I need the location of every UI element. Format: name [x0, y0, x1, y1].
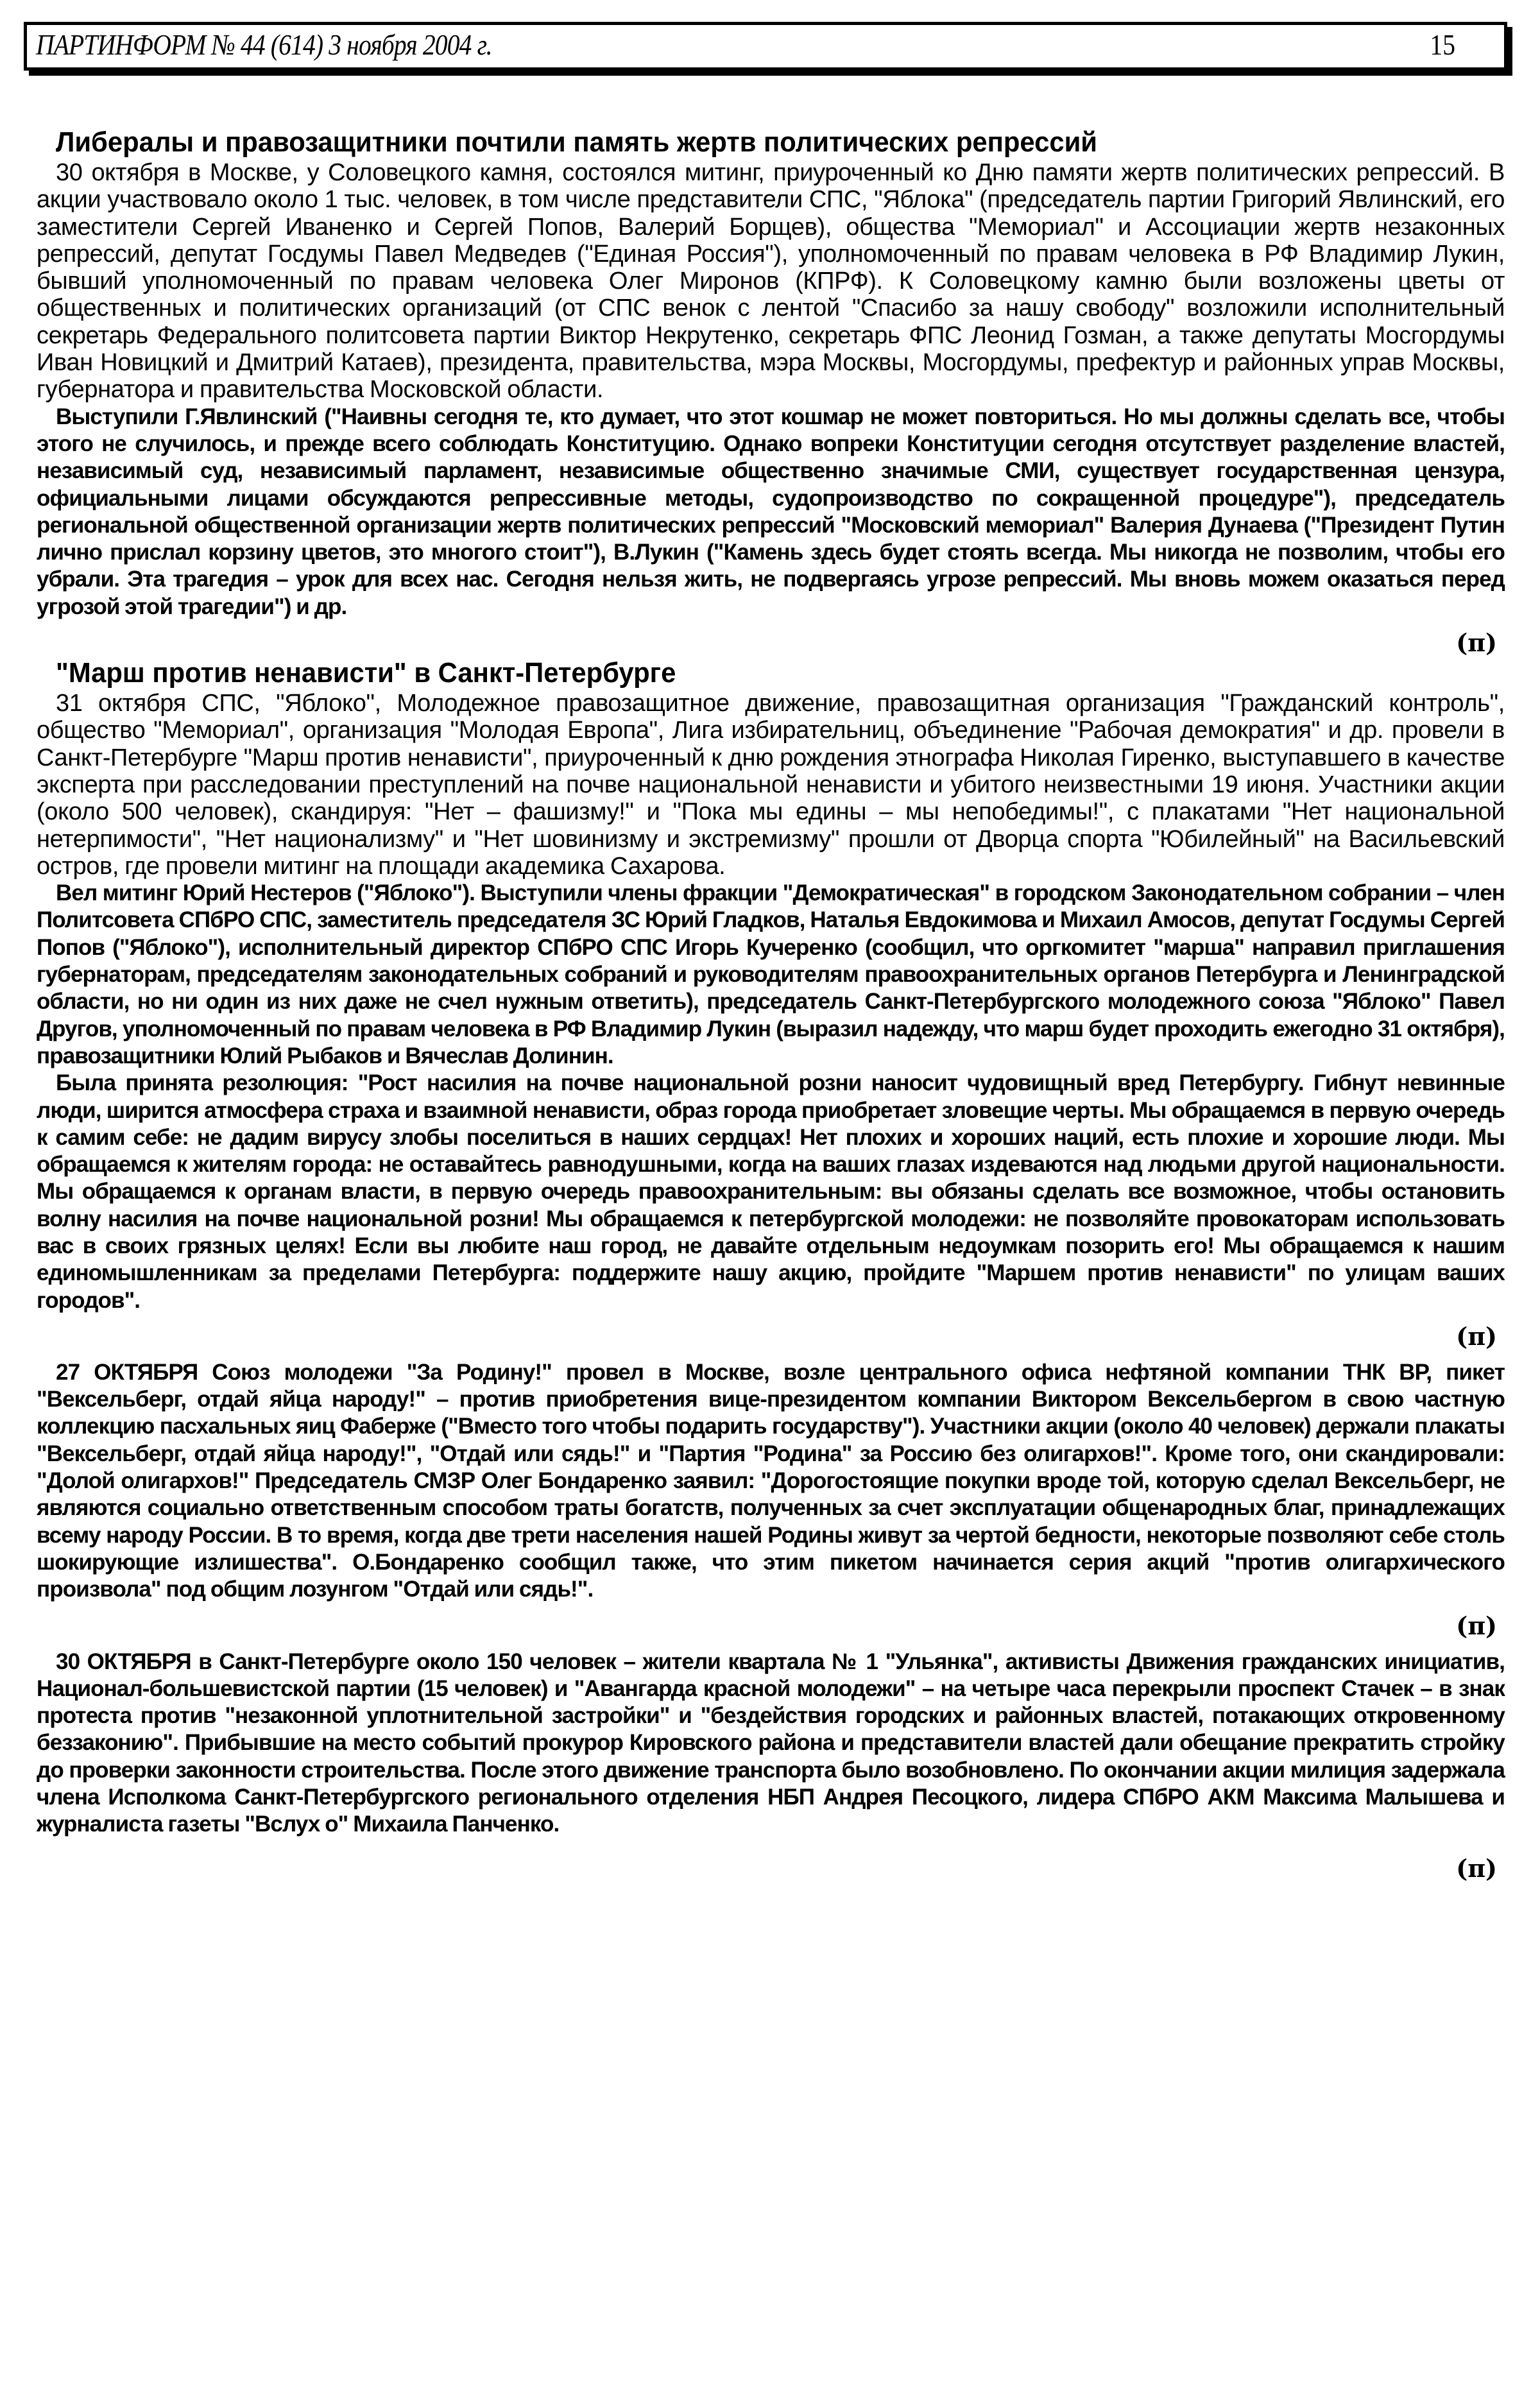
source-mark: (π) — [1456, 628, 1497, 658]
article-vekselberg-picket — [37, 1350, 1505, 1640]
article-paragraph: 31 октября СПС, "Яблоко", Молодежное правозащитное движение, правозащитная организация "Гражданский контроль", общество "Мемориал", организация "Молодая Европа", Лига избирательниц, объединение "Рабочая демократия" и др. провели в Санкт-Петербурге "Марш против ненависти", приуроченный к дню рождения этнографа Николая Гиренко, выступавшего в качестве эксперта при расследовании преступлений на почве национальной ненависти и убитого неизвестными 19 июня. Участники акции (около 500 человек), скандируя: "Нет – фашизму!" и "Пока мы едины – мы непобедимы!", с плакатами "Нет национальной нетерпимости", "Нет национализму" и "Нет шовинизму и экстремизму" прошли от Дворца спорта "Юбилейный" на Васильевский остров, где провели митинг на площади академика Сахарова. — [37, 690, 1505, 880]
article-paragraph: 30 ОКТЯБРЯ в Санкт-Петербурге около 150 человек – жители квартала № 1 "Ульянка", активисты Движения гражданских инициатив, Национал-большевистской партии (15 человек) и "Авангарда красной молодежи" – на четыре часа перекрыли проспект Стачек – в знак протеста против "незаконной уплотнительной застройки" и "бездействия городских и районных властей, потакающих откровенному беззаконию". Прибывшие на место событий прокурор Кировского района и представители властей дали обещание прекратить стройку до проверки законности строительства. После этого движение транспорта было возобновлено. По окончании акции милиция задержала члена Исполкома Санкт-Петербургского регионального отделения НБП Андрея Песоцкого, лидера СПбРО АКМ Максима Малышева и журналиста газеты "Вслух о" Михаила Панченко. — [37, 1649, 1505, 1837]
article-headline: Либералы и правозащитники почтили память жертв политических репрессий — [56, 126, 1098, 158]
publication-title: ПАРТИНФОРМ № 44 (614) 3 ноября 2004 г. — [36, 28, 492, 61]
article-headline: "Марш против ненависти" в Санкт-Петербурге — [56, 657, 676, 689]
source-mark: (π) — [1456, 1321, 1497, 1351]
article-paragraph: Была принята резолюция: "Рост насилия на почве национальной розни наносит чудовищный вред Петербургу. Гибнут невинные люди, ширится атмосфера страха и взаимной ненависти, образ города приобретает зловещие черты. Мы обращаемся в первую очередь к самим себе: не дадим вирусу злобы поселиться в наших сердцах! Нет плохих и хороших наций, есть плохие и хорошие люди. Мы обращаемся к жителям города: не оставайтесь равнодушными, когда на ваших глазах издеваются над людьми другой национальности. Мы обращаемся к органам власти, в первую очередь правоохранительным: вы обязаны сделать все возможное, чтобы остановить волну насилия на почве национальной розни! Мы обращаемся к петербургской молодежи: не позволяйте провокаторам использовать вас в своих грязных целях! Если вы любите наш город, не давайте отдельным недоумкам позорить его! Мы обращаемся к нашим единомышленникам за пределами Петербурга: поддержите нашу акцию, пройдите "Маршем против ненависти" по улицам ваших городов". — [37, 1070, 1505, 1313]
article-paragraph: 30 октября в Москве, у Соловецкого камня, состоялся митинг, приуроченный ко Дню памяти жертв политических репрессий. В акции участвовало около 1 тыс. человек, в том числе представители СПС, "Яблока" (председатель партии Григорий Явлинский, его заместители Сергей Иваненко и Сергей Попов, Валерий Борщев), общества "Мемориал" и Ассоциации жертв незаконных репрессий, депутат Госдумы Павел Медведев ("Единая Россия"), уполномоченный по правам человека в РФ Владимир Лукин, бывший уполномоченный по правам человека Олег Миронов (КПРФ). К Соловецкому камню были возложены цветы от общественных и политических организаций (от СПС венок с лентой "Спасибо за нашу свободу" возложили исполнительный секретарь Федерального политсовета партии Виктор Некрутенко, секретарь ФПС Леонид Гозман, а также депутаты Мосгордумы Иван Новицкий и Дмитрий Катаев), президента, правительства, мэра Москвы, Мосгордумы, префектур и районных управ Москвы, губернатора и правительства Московской области. — [37, 159, 1505, 404]
article-stachek-protest — [37, 1640, 1505, 1882]
page-number: 15 — [1430, 28, 1455, 61]
article-repressions-memorial — [37, 126, 1505, 656]
article-paragraph: Выступили Г.Явлинский ("Наивны сегодня те, кто думает, что этот кошмар не может повториться. Но мы должны сделать все, чтобы этого не случилось, и прежде всего соблюдать Конституцию. Однако вопреки Конституции сегодня отсутствует разделение властей, независимый суд, независимый парламент, независимые общественно значимые СМИ, существует государственная цензура, официальными лицами обсуждаются репрессивные методы, судопроизводство по сокращенной процедуре"), председатель региональной общественной организации жертв политических репрессий "Московский мемориал" Валерия Дунаева ("Президент Путин лично прислал корзину цветов, это многого стоит"), В.Лукин ("Камень здесь будет стоять всегда. Мы никогда не позволим, чтобы его убрали. Эта трагедия – урок для всех нас. Сегодня нельзя жить, не подвергаясь угрозе репрессий. Мы вновь можем оказаться перед угрозой этой трагедии") и др. — [37, 404, 1505, 619]
source-mark: (π) — [1456, 1853, 1497, 1883]
article-paragraph: 27 ОКТЯБРЯ Союз молодежи "За Родину!" провел в Москве, возле центрального офиса нефтяной компании ТНК ВР, пикет "Вексельберг, отдай яйца народу!" – против приобретения вице-президентом компании Виктором Вексельбергом в свою частную коллекцию пасхальных яиц Фаберже ("Вместо того чтобы подарить государству"). Участники акции (около 40 человек) держали плакаты "Вексельберг, отдай яйца народу!", "Отдай или сядь!" и "Партия "Родина" за Россию без олигархов!". Кроме того, они скандировали: "Долой олигархов!" Председатель СМЗР Олег Бондаренко заявил: "Дорогостоящие покупки вроде той, которую сделал Вексельберг, не являются социально ответственным способом траты богатств, полученных за счет эксплуатации общенародных благ, принадлежащих всему народу России. В то время, когда две трети населения нашей Родины живут за чертой бедности, некоторые позволяют себе столь шокирующие излишества". О.Бондаренко сообщил также, что этим пикетом начинается серия акций "против олигархического произвола" под общим лозунгом "Отдай или сядь!". — [37, 1359, 1505, 1602]
article-march-against-hatred — [37, 656, 1505, 1350]
page-header — [24, 22, 1507, 71]
article-paragraph: Вел митинг Юрий Нестеров ("Яблоко"). Выступили члены фракции "Демократическая" в городском Законодательном собрании – член Политсовета СПбРО СПС, заместитель председателя ЗС Юрий Гладков, Наталья Евдокимова и Михаил Амосов, депутат Госдумы Сергей Попов ("Яблоко"), исполнительный директор СПбРО СПС Игорь Кучеренко (сообщил, что оргкомитет "марша" направил приглашения губернаторам, председателям законодательных собраний и руководителям правоохранительных органов Петербурга и Ленинградской области, но ни один из них даже не счел нужным ответить), председатель Санкт-Петербургского молодежного союза "Яблоко" Павел Другов, уполномоченный по правам человека в РФ Владимир Лукин (выразил надежду, что марш будет проходить ежегодно 31 октября), правозащитники Юлий Рыбаков и Вячеслав Долинин. — [37, 880, 1505, 1068]
page-content — [37, 126, 1505, 1882]
source-mark: (π) — [1456, 1611, 1497, 1640]
